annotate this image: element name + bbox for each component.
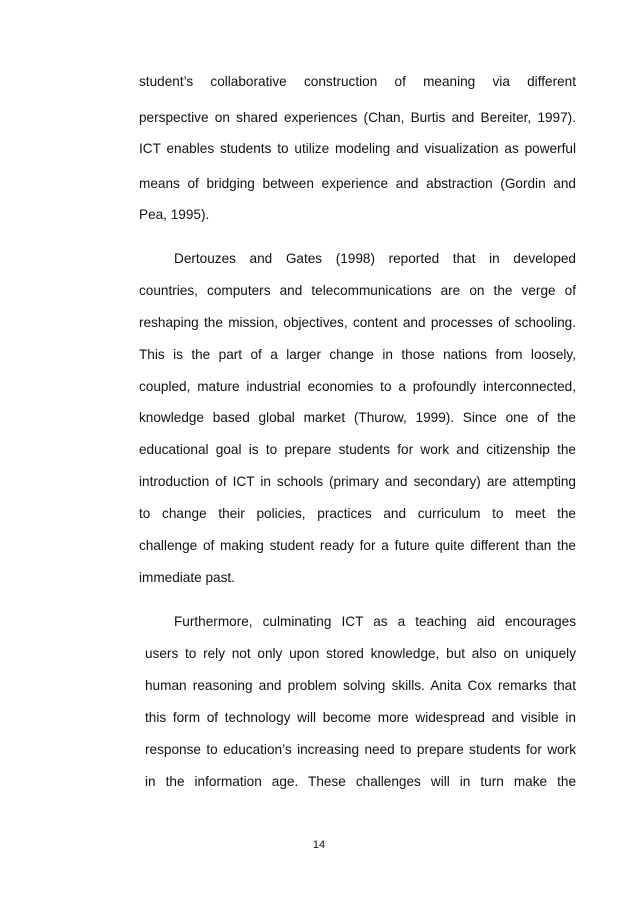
text-line: perspective on shared experiences (Chan, Burtis and Bereiter, 1997). <box>139 110 576 125</box>
text-line: student’s collaborative construction of meaning via different <box>139 74 576 89</box>
text-line: users to rely not only upon stored knowledge, but also on uniquely <box>145 646 576 661</box>
text-line: introduction of ICT in schools (primary and secondary) are attempting <box>139 474 576 489</box>
text-line: challenge of making student ready for a future quite different than the <box>139 538 576 553</box>
text-line: coupled, mature industrial economies to a profoundly interconnected, <box>139 379 576 394</box>
text-line: means of bridging between experience and abstraction (Gordin and <box>139 176 576 191</box>
text-line: Dertouzes and Gates (1998) reported that in developed <box>174 251 576 266</box>
text-line: human reasoning and problem solving skills. Anita Cox remarks that <box>145 678 576 693</box>
text-line: response to education’s increasing need to prepare students for work <box>145 742 576 757</box>
page-number: 14 <box>312 839 326 851</box>
text-line: in the information age. These challenges will in turn make the <box>145 774 576 789</box>
text-line: educational goal is to prepare students for work and citizenship the <box>139 442 576 457</box>
text-line: countries, computers and telecommunications are on the verge of <box>139 283 576 298</box>
text-line: reshaping the mission, objectives, content and processes of schooling. <box>139 315 576 330</box>
text-line: to change their policies, practices and curriculum to meet the <box>139 506 576 521</box>
text-line: this form of technology will become more widespread and visible in <box>145 710 576 725</box>
text-line: This is the part of a larger change in those nations from loosely, <box>139 347 576 362</box>
text-line: Pea, 1995). <box>139 207 210 222</box>
text-line: ICT enables students to utilize modeling and visualization as powerful <box>139 141 576 156</box>
text-line: knowledge based global market (Thurow, 1999). Since one of the <box>139 410 576 425</box>
text-line: immediate past. <box>139 570 235 585</box>
text-line: Furthermore, culminating ICT as a teaching aid encourages <box>174 614 576 629</box>
